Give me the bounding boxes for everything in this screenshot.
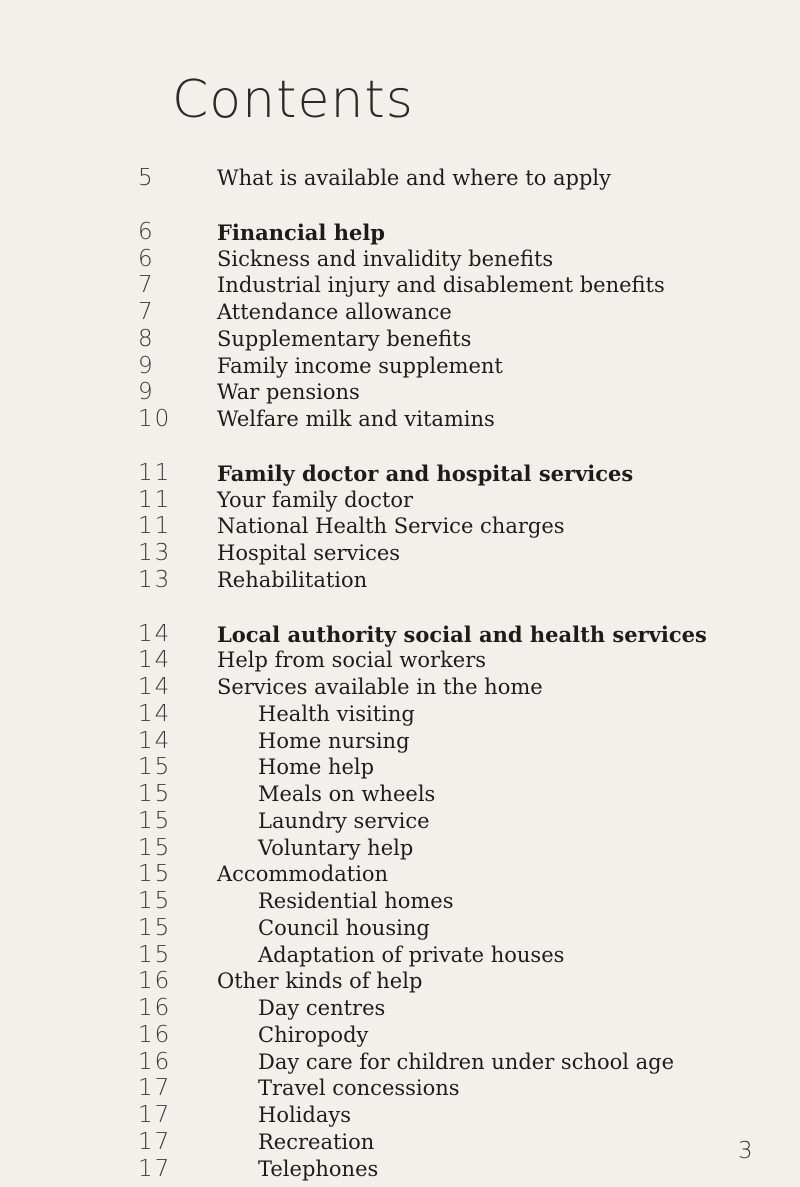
toc-entry	[0, 942, 800, 969]
toc-entry	[0, 968, 800, 995]
toc-page-number: 7	[138, 272, 155, 299]
toc-entry-text: Meals on wheels	[258, 782, 436, 806]
toc-entry-text: National Health Service charges	[217, 514, 565, 539]
toc-page-number: 16	[138, 1021, 172, 1048]
toc-entry-text: Rehabilitation	[217, 567, 368, 592]
toc-entry-text: Hospital services	[217, 541, 401, 565]
toc-page-number: 7	[138, 299, 155, 325]
toc-page-number: 15	[138, 834, 172, 861]
toc-page-number: 13	[138, 566, 172, 593]
toc-entry	[0, 406, 800, 433]
toc-page-number: 8	[138, 325, 155, 352]
toc-page-number: 11	[138, 459, 172, 486]
toc-entry-text: Council housing	[258, 915, 430, 940]
toc-page-number: 15	[138, 807, 172, 834]
toc-entry-text: Recreation	[258, 1129, 375, 1154]
toc-entry-text: Help from social workers	[217, 648, 487, 673]
toc-page-number: 14	[138, 727, 172, 754]
toc-entry	[0, 647, 800, 674]
toc-entry	[0, 915, 800, 942]
table-of-contents	[0, 165, 800, 1182]
toc-entry-text: Home help	[258, 755, 375, 780]
toc-entry	[0, 487, 800, 514]
toc-entry-text: Laundry service	[258, 808, 430, 833]
toc-entry	[0, 165, 800, 192]
toc-page-number: 9	[138, 379, 155, 406]
toc-entry	[0, 246, 800, 273]
toc-entry-text: Health visiting	[258, 701, 415, 726]
toc-entry	[0, 701, 800, 728]
toc-page-number: 5	[138, 165, 155, 191]
toc-entry-text: Home nursing	[258, 728, 410, 753]
toc-entry	[0, 1102, 800, 1129]
toc-entry	[0, 513, 800, 540]
toc-entry	[0, 754, 800, 781]
toc-entry-text: Holidays	[258, 1103, 351, 1127]
toc-section-heading	[0, 621, 800, 648]
toc-page-number: 17	[138, 1075, 172, 1102]
toc-entry-text: Residential homes	[258, 889, 454, 913]
toc-entry-text: Your family doctor	[217, 487, 414, 512]
toc-entry-text: Local authority social and health services	[217, 621, 707, 647]
toc-page-number: 14	[138, 674, 172, 700]
toc-entry	[0, 1049, 800, 1076]
toc-entry-text: What is available and where to apply	[217, 166, 612, 190]
toc-entry	[0, 379, 800, 406]
toc-entry	[0, 861, 800, 888]
toc-entry-text: Day centres	[258, 996, 386, 1020]
toc-entry	[0, 540, 800, 567]
toc-page-number: 15	[138, 781, 172, 807]
toc-page-number: 6	[138, 218, 155, 245]
toc-entry	[0, 1156, 800, 1183]
toc-entry-text: Industrial injury and disablement benefits	[217, 273, 665, 298]
toc-entry-text: Adaptation of private houses	[258, 942, 565, 967]
toc-entry	[0, 1129, 800, 1156]
toc-page-number: 15	[138, 941, 172, 968]
toc-entry-text: Telephones	[258, 1156, 379, 1181]
toc-entry-text: War pensions	[217, 380, 360, 405]
toc-entry-text: Travel concessions	[258, 1076, 460, 1101]
toc-entry-text: Day care for children under school age	[258, 1049, 675, 1074]
toc-entry	[0, 781, 800, 808]
toc-entry-text: Sickness and invalidity benefits	[217, 246, 554, 271]
toc-entry-text: Family income supplement	[217, 353, 503, 378]
toc-entry	[0, 674, 800, 701]
toc-entry	[0, 995, 800, 1022]
toc-page-number: 15	[138, 754, 172, 781]
toc-page-number: 11	[138, 513, 172, 540]
toc-page-number: 9	[138, 352, 155, 379]
toc-section-heading	[0, 219, 800, 246]
toc-entry-text: Chiropody	[258, 1022, 369, 1047]
toc-entry	[0, 808, 800, 835]
toc-entry-text: Family doctor and hospital services	[217, 460, 634, 486]
toc-entry-text: Other kinds of help	[217, 969, 423, 994]
page-title: Contents	[172, 70, 414, 130]
toc-entry	[0, 1022, 800, 1049]
toc-page-number: 16	[138, 995, 172, 1021]
toc-entry	[0, 728, 800, 755]
toc-entry	[0, 835, 800, 862]
toc-page-number: 15	[138, 888, 172, 914]
toc-entry	[0, 326, 800, 353]
toc-entry-text: Services available in the home	[217, 675, 543, 699]
toc-page-number: 6	[138, 245, 155, 272]
toc-entry	[0, 272, 800, 299]
toc-entry	[0, 299, 800, 326]
toc-page-number: 17	[138, 1102, 172, 1128]
toc-entry	[0, 567, 800, 594]
toc-page-number: 11	[138, 486, 172, 513]
toc-entry-text: Financial help	[217, 219, 385, 245]
toc-entry-text: Welfare milk and vitamins	[217, 407, 495, 431]
toc-section-heading	[0, 460, 800, 487]
toc-entry	[0, 888, 800, 915]
toc-page-number: 14	[138, 647, 172, 674]
toc-page-number: 15	[138, 861, 172, 888]
toc-entry-text: Attendance allowance	[217, 300, 452, 324]
page-number: 3	[738, 1138, 753, 1164]
toc-page-number: 16	[138, 968, 172, 995]
toc-page-number: 13	[138, 540, 172, 566]
toc-entry	[0, 1075, 800, 1102]
toc-page-number: 14	[138, 700, 172, 727]
toc-page-number: 17	[138, 1155, 172, 1182]
toc-page-number: 16	[138, 1048, 172, 1075]
toc-entry-text: Accommodation	[217, 862, 389, 887]
toc-entry	[0, 353, 800, 380]
toc-page-number: 15	[138, 914, 172, 941]
toc-page-number: 10	[138, 406, 172, 432]
toc-entry-text: Voluntary help	[258, 835, 414, 860]
toc-page-number: 14	[138, 620, 172, 647]
toc-page-number: 17	[138, 1128, 172, 1155]
toc-entry-text: Supplementary benefits	[217, 326, 472, 351]
